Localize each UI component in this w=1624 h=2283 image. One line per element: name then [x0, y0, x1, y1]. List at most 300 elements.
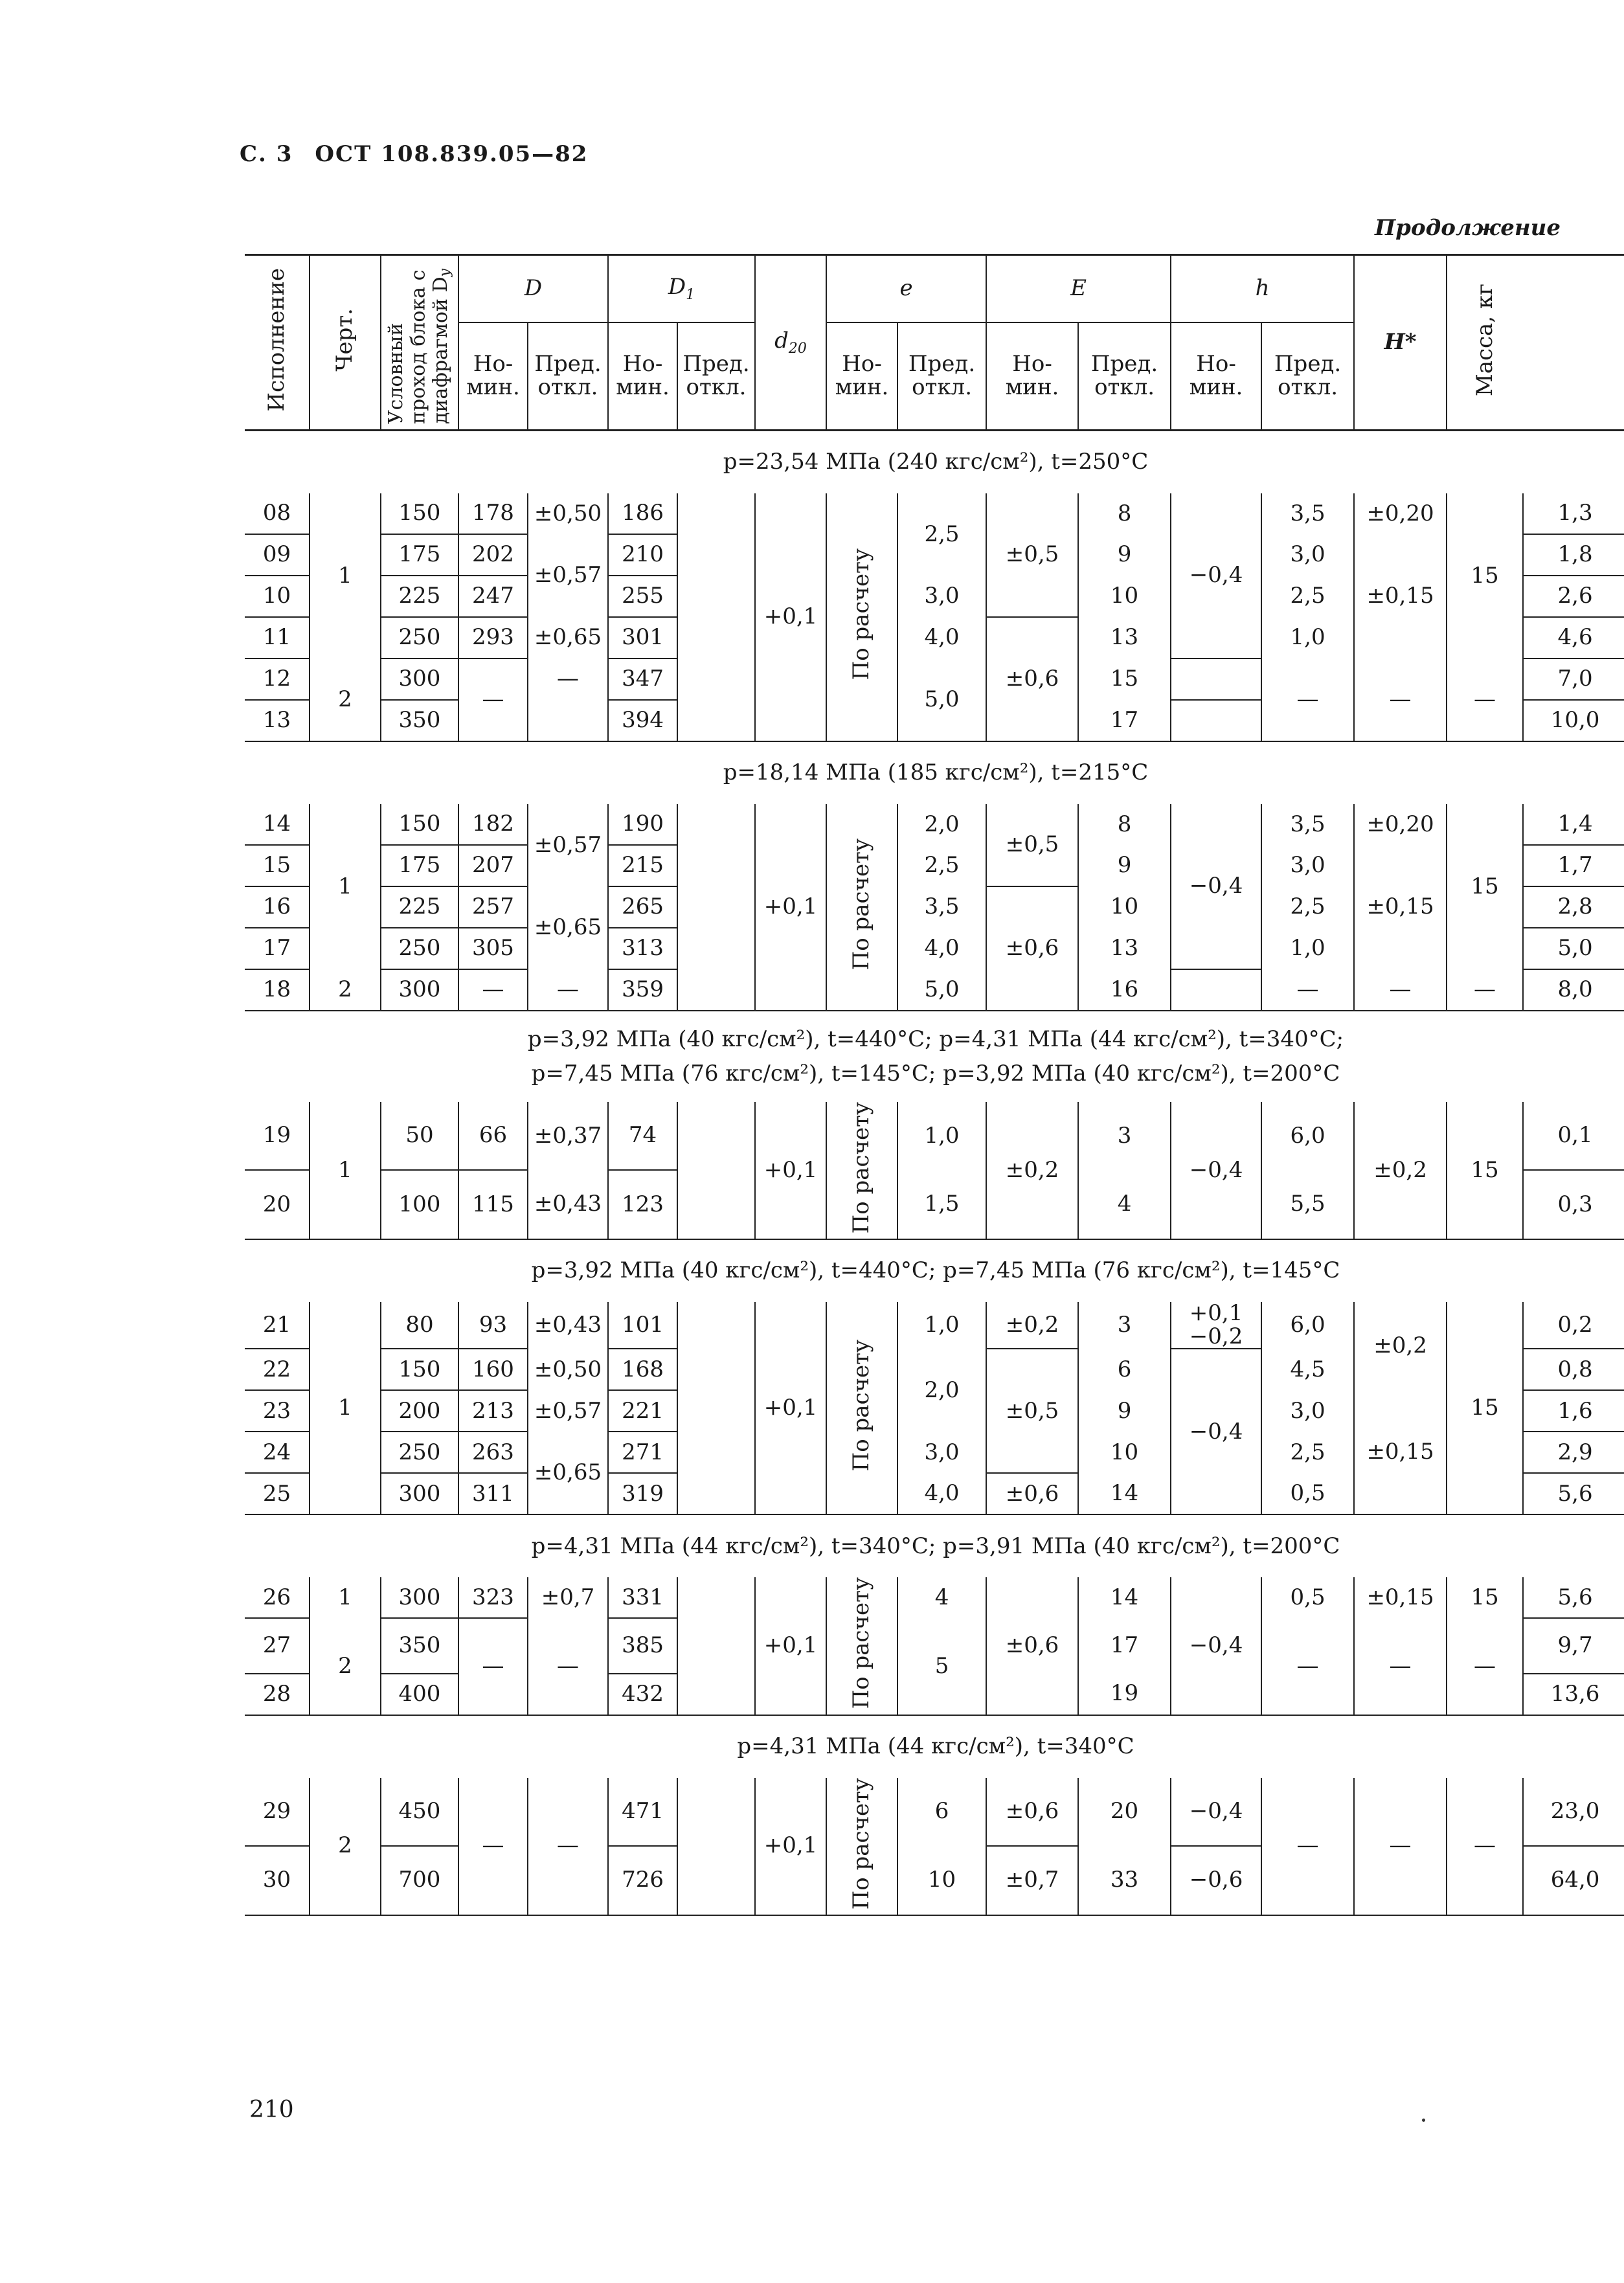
sub-pred: Пред. откл.	[1078, 322, 1171, 431]
cell: 11	[245, 617, 310, 658]
cell: 215	[608, 845, 677, 886]
cell-empty	[677, 804, 755, 845]
cell: ±0,6	[986, 1577, 1078, 1715]
cell: ±0,15	[1354, 1390, 1447, 1514]
col-chert: Черт.	[310, 255, 381, 431]
cell: +0,1	[755, 804, 826, 1011]
cell: 3,0	[897, 1432, 986, 1473]
page-header	[240, 141, 610, 167]
cell-empty	[677, 845, 755, 886]
cell: 255	[608, 576, 677, 617]
cell: 17	[1078, 700, 1171, 741]
cell: 74	[608, 1102, 677, 1170]
cell	[826, 493, 897, 741]
cell: 15	[1447, 493, 1523, 658]
cell: —	[528, 1618, 608, 1715]
cell: 186	[608, 493, 677, 534]
sub-nom: Но-мин.	[826, 322, 897, 431]
cell: 5	[897, 1618, 986, 1715]
cell: −0,4	[1171, 1102, 1261, 1239]
cell-empty	[677, 1390, 755, 1432]
cell: 7,0	[1523, 658, 1624, 700]
cell: 13	[245, 700, 310, 741]
cell: ±0,6	[986, 1473, 1078, 1514]
cell: +0,1	[755, 493, 826, 741]
cell: 6	[897, 1778, 986, 1846]
cell: ±0,2	[1354, 1302, 1447, 1390]
cell: 168	[608, 1349, 677, 1390]
cell: ±0,65	[528, 886, 608, 969]
cell: 1	[310, 804, 381, 969]
sub-nom: Но-мин.	[986, 322, 1078, 431]
cell: 2,5	[897, 493, 986, 576]
sub-nom: Но-мин.	[458, 322, 528, 431]
cell: ±0,6	[986, 1778, 1078, 1846]
section-condition: p=3,92 МПа (40 кгс/см²), t=440°C; p=7,45 МПа (76 кгс/см²), t=145°C	[531, 1257, 1340, 1284]
cell: ±0,43	[528, 1170, 608, 1239]
cell: 400	[381, 1674, 458, 1715]
cell: —	[458, 1778, 528, 1915]
cell	[826, 1102, 897, 1239]
cell: 247	[458, 576, 528, 617]
cell: ±0,50	[528, 493, 608, 534]
cell: 0,1	[1523, 1102, 1624, 1170]
sub-pred: Пред. откл.	[528, 322, 608, 431]
cell: ±0,6	[986, 617, 1078, 741]
table-row	[245, 969, 1624, 1011]
cell: 5,5	[1261, 1170, 1354, 1239]
cell: ±0,43	[528, 1302, 608, 1349]
cell: 300	[381, 1473, 458, 1514]
cell: 15	[1078, 658, 1171, 700]
cell: 300	[381, 1577, 458, 1618]
cell: 5,0	[897, 658, 986, 741]
cell: 93	[458, 1302, 528, 1349]
cell: 5,6	[1523, 1473, 1624, 1514]
cell: 15	[245, 845, 310, 886]
cell: 4	[1078, 1170, 1171, 1239]
cell: ±0,65	[528, 1432, 608, 1514]
cell: 4	[897, 1577, 986, 1618]
cell: 23	[245, 1390, 310, 1432]
cell: 450	[381, 1778, 458, 1846]
cell: —	[1261, 969, 1354, 1011]
cell: 10	[245, 576, 310, 617]
cell-empty	[677, 1618, 755, 1673]
cell: 15	[1447, 804, 1523, 969]
cell: 2,5	[1261, 886, 1354, 928]
cell: 10,0	[1523, 700, 1624, 741]
cell: 207	[458, 845, 528, 886]
cell: 21	[245, 1302, 310, 1349]
cell: 5,0	[1523, 928, 1624, 969]
sub-nom: Но-мин.	[608, 322, 677, 431]
section-condition-row	[245, 1514, 1624, 1577]
cell: ±0,57	[528, 1390, 608, 1432]
cell: 1,6	[1523, 1390, 1624, 1432]
cell: 9	[1078, 534, 1171, 576]
scan-dot	[1422, 2119, 1425, 2122]
cell: 2,0	[897, 804, 986, 845]
cell: —	[528, 969, 608, 1011]
cell-empty	[677, 1432, 755, 1473]
table-row	[245, 493, 1624, 534]
cell: 28	[245, 1674, 310, 1715]
cell: —	[1354, 658, 1447, 741]
section-condition: p=7,45 МПа (76 кгс/см²), t=145°C; p=3,92 МПа (40 кгс/см²), t=200°C	[531, 1061, 1340, 1086]
cell: 14	[1078, 1577, 1171, 1618]
cell: —	[1261, 658, 1354, 741]
cell: —	[1447, 1618, 1523, 1715]
cell: +0,1 −0,2	[1171, 1302, 1261, 1349]
cell: —	[1447, 658, 1523, 741]
section-condition: p=4,31 МПа (44 кгс/см²), t=340°C; p=3,91 МПа (40 кгс/см²), t=200°C	[531, 1533, 1340, 1559]
cell: 0,5	[1261, 1577, 1354, 1618]
table-body	[245, 431, 1624, 1915]
cell-empty	[677, 1170, 755, 1239]
table-row	[245, 1577, 1624, 1618]
cell: 1,3	[1523, 493, 1624, 534]
cell: 4,6	[1523, 617, 1624, 658]
cell: —	[1447, 1778, 1523, 1915]
cell: 50	[381, 1102, 458, 1170]
cell-empty	[677, 969, 755, 1011]
cell: 24	[245, 1432, 310, 1473]
cell: 6	[1078, 1349, 1171, 1390]
cell: ±0,15	[1354, 845, 1447, 969]
cell: 0,5	[1261, 1473, 1354, 1514]
cell: 4,5	[1261, 1349, 1354, 1390]
cell: 213	[458, 1390, 528, 1432]
cell: 1,0	[1261, 617, 1354, 658]
cell	[826, 1778, 897, 1915]
cell: 5,0	[897, 969, 986, 1011]
cell: 23,0	[1523, 1778, 1624, 1846]
cell: 150	[381, 493, 458, 534]
table-row	[245, 1778, 1624, 1846]
cell: ±0,5	[986, 1349, 1078, 1473]
cell: —	[458, 1618, 528, 1715]
section-condition: p=23,54 МПа (240 кгс/см²), t=250°C	[723, 449, 1149, 475]
cell: —	[1261, 1778, 1354, 1915]
cell: —	[528, 1778, 608, 1915]
cell: ±0,57	[528, 534, 608, 617]
cell: 6,0	[1261, 1302, 1354, 1349]
cell: 331	[608, 1577, 677, 1618]
cell: 293	[458, 617, 528, 658]
cell: 150	[381, 804, 458, 845]
cell: ±0,65	[528, 617, 608, 658]
col-mass: Масса, кг	[1447, 255, 1523, 431]
cell: 33	[1078, 1846, 1171, 1915]
cell: 263	[458, 1432, 528, 1473]
cell: ±0,5	[986, 804, 1078, 886]
table-row	[245, 1102, 1624, 1170]
cell-empty	[677, 1846, 755, 1915]
cell	[826, 804, 897, 1011]
cell: 2,5	[1261, 576, 1354, 617]
cell: 101	[608, 1302, 677, 1349]
cell-empty	[677, 1473, 755, 1514]
cell: —	[528, 658, 608, 700]
section-condition-row	[245, 1239, 1624, 1302]
cell: 123	[608, 1170, 677, 1239]
cell: 2	[310, 658, 381, 741]
cell	[826, 1302, 897, 1514]
cell: 4,0	[897, 928, 986, 969]
cell: 160	[458, 1349, 528, 1390]
cell: 250	[381, 617, 458, 658]
cell: 20	[1078, 1778, 1171, 1846]
cell: 5,6	[1523, 1577, 1624, 1618]
cell	[528, 700, 608, 741]
cell: 6,0	[1261, 1102, 1354, 1170]
cell: 225	[381, 576, 458, 617]
cell: ±0,5	[986, 493, 1078, 617]
cell: 2,0	[897, 1349, 986, 1432]
cell: 30	[245, 1846, 310, 1915]
cell-empty	[677, 1349, 755, 1390]
cell: 16	[1078, 969, 1171, 1011]
cell: 10	[1078, 886, 1171, 928]
cell: 14	[1078, 1473, 1171, 1514]
cell: 0,8	[1523, 1349, 1624, 1390]
cell: 115	[458, 1170, 528, 1239]
cell-empty	[677, 1778, 755, 1846]
cell: 202	[458, 534, 528, 576]
cell: 3	[1078, 1102, 1171, 1170]
cell: 3,0	[1261, 534, 1354, 576]
cell: 1	[310, 1102, 381, 1239]
cell: 3,5	[1261, 804, 1354, 845]
cell: 19	[1078, 1674, 1171, 1715]
cell: 210	[608, 534, 677, 576]
cell: 19	[245, 1102, 310, 1170]
cell-empty	[677, 576, 755, 617]
cell-empty	[677, 886, 755, 928]
cell: 64,0	[1523, 1846, 1624, 1915]
cell: 182	[458, 804, 528, 845]
cell: ±0,2	[986, 1102, 1078, 1239]
col-ispolnenie: Исполнение	[245, 255, 310, 431]
cell: 25	[245, 1473, 310, 1514]
cell: 13,6	[1523, 1674, 1624, 1715]
cell: +0,1	[755, 1102, 826, 1239]
cell: —	[1354, 1618, 1447, 1715]
cell-empty	[677, 658, 755, 700]
cell: —	[1261, 1618, 1354, 1715]
col-dy: Условный проход блока с диафрагмой $D_у$	[381, 255, 458, 431]
col-D1: $D_1$	[608, 255, 755, 323]
cell: —	[458, 969, 528, 1011]
cell: −0,4	[1171, 1778, 1261, 1846]
section-condition: p=3,92 МПа (40 кгс/см²), t=440°C; p=4,31 МПа (44 кгс/см²), t=340°C;	[527, 1026, 1344, 1053]
po-raschetu-label: По расчету	[848, 1340, 875, 1472]
sub-pred: Пред. откл.	[677, 322, 755, 431]
cell: 2,9	[1523, 1432, 1624, 1473]
table-row	[245, 804, 1624, 845]
cell: 9	[1078, 845, 1171, 886]
cell: 10	[1078, 1432, 1171, 1473]
cell: 2,8	[1523, 886, 1624, 928]
cell: 8	[1078, 493, 1171, 534]
cell: 175	[381, 845, 458, 886]
cell: ±0,20	[1354, 493, 1447, 534]
cell: 3	[1078, 1302, 1171, 1349]
cell: 350	[381, 1618, 458, 1673]
cell: 2,5	[1261, 1432, 1354, 1473]
cell: 1,8	[1523, 534, 1624, 576]
cell: 471	[608, 1778, 677, 1846]
cell: 323	[458, 1577, 528, 1618]
section-condition: p=4,31 МПа (44 кгс/см²), t=340°C	[737, 1733, 1134, 1759]
cell: 300	[381, 658, 458, 700]
cell: 17	[1078, 1618, 1171, 1673]
cell: 10	[897, 1846, 986, 1915]
cell: 3,5	[1261, 493, 1354, 534]
cell: 257	[458, 886, 528, 928]
cell: 1,4	[1523, 804, 1624, 845]
cell: 08	[245, 493, 310, 534]
cell: 15	[1447, 1302, 1523, 1514]
table-row	[245, 845, 1624, 886]
cell: 394	[608, 700, 677, 741]
cell-empty	[677, 1302, 755, 1349]
cell	[1171, 658, 1261, 700]
cell: 319	[608, 1473, 677, 1514]
cell: 1,5	[897, 1170, 986, 1239]
cell-empty	[677, 617, 755, 658]
table-row	[245, 658, 1624, 700]
cell: 1,7	[1523, 845, 1624, 886]
cell: 100	[381, 1170, 458, 1239]
cell: 432	[608, 1674, 677, 1715]
cell: 225	[381, 886, 458, 928]
page-number: 210	[249, 2097, 294, 2123]
cell: ±0,2	[986, 1302, 1078, 1349]
cell: 350	[381, 700, 458, 741]
cell: ±0,7	[528, 1577, 608, 1618]
cell	[1171, 700, 1261, 741]
section-condition-row	[245, 1715, 1624, 1778]
cell: 0,2	[1523, 1302, 1624, 1349]
cell: 0,3	[1523, 1170, 1624, 1239]
cell: 250	[381, 928, 458, 969]
cell: 175	[381, 534, 458, 576]
po-raschetu-label: По расчету	[848, 838, 875, 971]
cell: —	[458, 658, 528, 741]
col-E: E	[986, 255, 1171, 323]
cell: 15	[1447, 1102, 1523, 1239]
cell-empty	[677, 700, 755, 741]
cell: 1,0	[897, 1102, 986, 1170]
cell: 301	[608, 617, 677, 658]
cell: 29	[245, 1778, 310, 1846]
cell: ±0,7	[986, 1846, 1078, 1915]
cell: 1,0	[897, 1302, 986, 1349]
cell: 313	[608, 928, 677, 969]
cell: 385	[608, 1618, 677, 1673]
cell: 9,7	[1523, 1618, 1624, 1673]
cell: ±0,6	[986, 886, 1078, 1011]
po-raschetu-label: По расчету	[848, 548, 875, 680]
cell: 2	[310, 969, 381, 1011]
cell: 09	[245, 534, 310, 576]
cell: 13	[1078, 617, 1171, 658]
cell: 359	[608, 969, 677, 1011]
cell: +0,1	[755, 1778, 826, 1915]
col-e: e	[826, 255, 986, 323]
cell: —	[1354, 1778, 1447, 1915]
po-raschetu-label: По расчету	[848, 1577, 875, 1709]
cell: −0,4	[1171, 804, 1261, 969]
cell: 3,0	[1261, 845, 1354, 886]
cell	[826, 1577, 897, 1715]
cell-empty	[677, 534, 755, 576]
cell: 265	[608, 886, 677, 928]
cell: 10	[1078, 576, 1171, 617]
cell: 16	[245, 886, 310, 928]
section-condition-row	[245, 1011, 1624, 1102]
cell-empty	[677, 928, 755, 969]
cell: 150	[381, 1349, 458, 1390]
cell: 2	[310, 1778, 381, 1915]
sub-nom: Но-мин.	[1171, 322, 1261, 431]
cell: 8	[1078, 804, 1171, 845]
cell: —	[1447, 969, 1523, 1011]
cell: −0,6	[1171, 1846, 1261, 1915]
cell: 1	[310, 1302, 381, 1514]
col-d20: $d_{20}$	[755, 255, 826, 431]
cell: ±0,15	[1354, 534, 1447, 658]
cell: ±0,2	[1354, 1102, 1447, 1239]
cell: 3,5	[897, 886, 986, 928]
cell: 9	[1078, 1390, 1171, 1432]
cell: 1	[310, 493, 381, 658]
cell-empty	[677, 1577, 755, 1618]
cell: −0,4	[1171, 493, 1261, 658]
cell: 66	[458, 1102, 528, 1170]
cell: 18	[245, 969, 310, 1011]
cell: 22	[245, 1349, 310, 1390]
cell: ±0,57	[528, 804, 608, 886]
cell-empty	[677, 1674, 755, 1715]
cell: 271	[608, 1432, 677, 1473]
cell: 27	[245, 1618, 310, 1673]
cell: 726	[608, 1846, 677, 1915]
cell: 8,0	[1523, 969, 1624, 1011]
page-label: С. 3	[240, 141, 293, 167]
cell: 80	[381, 1302, 458, 1349]
section-condition-row	[245, 741, 1624, 804]
cell: 221	[608, 1390, 677, 1432]
table-row	[245, 1302, 1624, 1349]
col-h: h	[1171, 255, 1354, 323]
col-H: H*	[1354, 255, 1447, 431]
cell: 3,0	[897, 576, 986, 617]
cell: 178	[458, 493, 528, 534]
cell: 3,0	[1261, 1390, 1354, 1432]
cell: 1	[310, 1577, 381, 1618]
continuation-label: Продолжение	[1375, 215, 1561, 241]
cell-empty	[677, 493, 755, 534]
cell: 26	[245, 1577, 310, 1618]
cell: 2	[310, 1618, 381, 1715]
cell: 1,0	[1261, 928, 1354, 969]
cell: 17	[245, 928, 310, 969]
cell: 12	[245, 658, 310, 700]
cell: 200	[381, 1390, 458, 1432]
